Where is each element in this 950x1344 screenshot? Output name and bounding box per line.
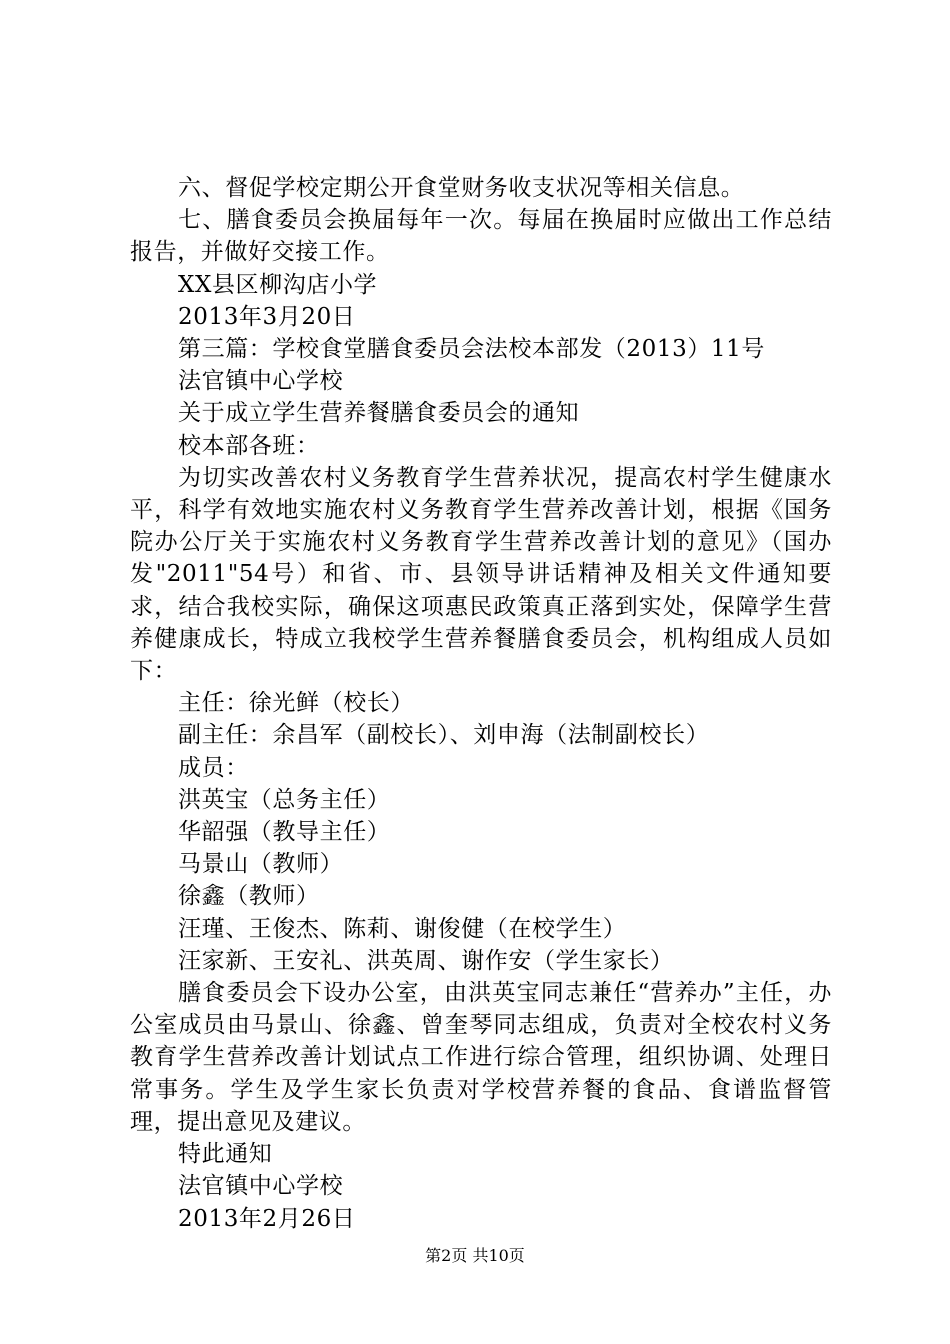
paragraph-office: 膳食委员会下设办公室，由洪英宝同志兼任“营养办”主任，办公室成员由马景山、徐鑫、曾奎琴同志组成，负责对全校农村义务教育学生营养改善计划试点工作进行综合管理，组织协调、处理日常事务。学生及学生家长负责对学校营养餐的食品、食谱监督管理，提出意见及建议。 [130,980,832,1135]
notice-title: 关于成立学生营养餐膳食委员会的通知 [178,400,580,427]
school-signature: XX县区柳沟店小学 [178,271,378,298]
closing-signature: 法官镇中心学校 [178,1173,344,1200]
member-director: 主任：徐光鲜（校长） [178,690,414,717]
section-heading: 第三篇：学校食堂膳食委员会法校本部发（2013）11号 [178,336,765,363]
page-footer: 第2页 共10页 [425,1246,525,1265]
member-list-item: 汪瑾、王俊杰、陈莉、谢俊健（在校学生） [178,915,627,942]
members-heading: 成员： [178,754,249,781]
document-body [130,172,832,1235]
closing-notice: 特此通知 [178,1141,273,1168]
member-list-item: 徐鑫（教师） [178,883,320,910]
notice-recipients: 校本部各班： [178,432,320,459]
member-list-item: 马景山（教师） [178,851,344,878]
member-deputy-directors: 副主任：余昌军（副校长）、刘申海（法制副校长） [178,722,710,749]
closing-date: 2013年2月26日 [178,1205,356,1232]
paragraph-purpose: 为切实改善农村义务教育学生营养状况，提高农村学生健康水平，科学有效地实施农村义务教育学生营养改善计划，根据《国务院办公厅关于实施农村义务教育学生营养改善计划的意见》（国办发"2011"54号）和省、市、县领导讲话精神及相关文件通知要求，结合我校实际，确保这项惠民政策真正落到实处，保障学生营养健康成长，特成立我校学生营养餐膳食委员会，机构组成人员如下： [130,464,832,685]
paragraph-committee-term: 七、膳食委员会换届每年一次。每届在换届时应做出工作总结报告，并做好交接工作。 [130,207,832,266]
member-list-item: 洪英宝（总务主任） [178,786,391,813]
member-list-item: 汪家新、王安礼、洪英周、谢作安（学生家长） [178,947,674,974]
issuing-school: 法官镇中心学校 [178,368,344,395]
member-list-item: 华韶强（教导主任） [178,819,391,846]
paragraph-supervise-finance: 六、督促学校定期公开食堂财务收支状况等相关信息。 [178,175,745,201]
signature-date: 2013年3月20日 [178,303,356,330]
